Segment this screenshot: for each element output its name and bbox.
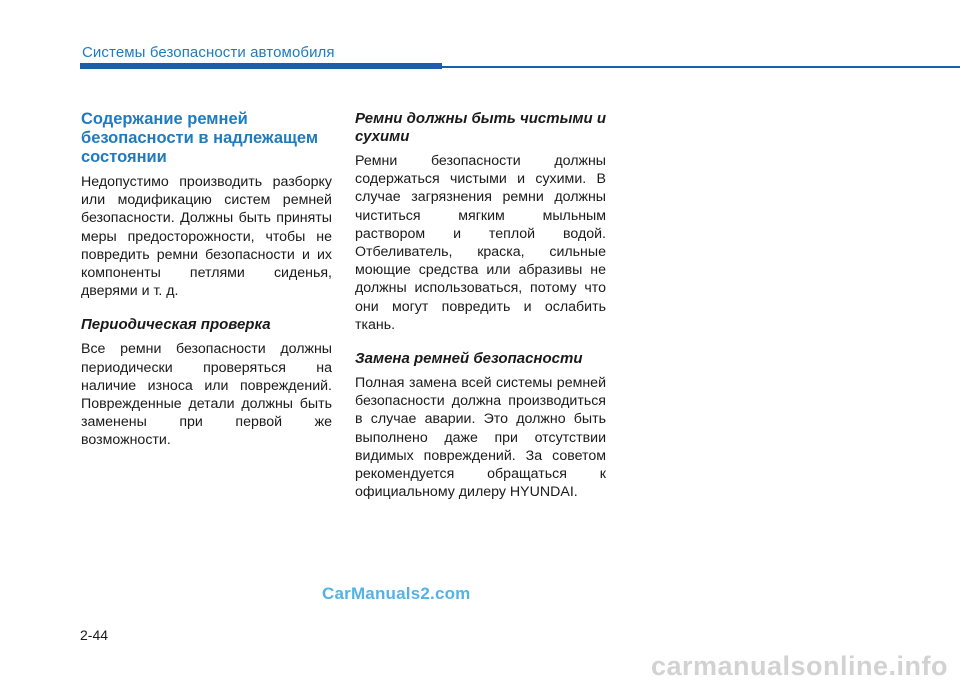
replacement-heading: Замена ремней безопасности xyxy=(355,350,583,368)
periodic-check-heading: Периодическая проверка xyxy=(81,316,271,334)
clean-dry-paragraph: Ремни безопасности должны содержаться чистыми и сухими. В случае загрязнения ремни должны чиститься мягким мыльным раствором и теплой водой. Отбеливатель, краска, сильные моющие средства или абразивы не должны использоваться, потому что они могут повредить и ослабить ткань. xyxy=(355,153,606,333)
running-header: Системы безопасности автомобиля xyxy=(82,44,335,61)
clean-dry-heading: Ремни должны быть чистыми и сухими xyxy=(355,110,606,145)
header-rule-thin xyxy=(442,66,960,68)
page-number: 2-44 xyxy=(80,627,109,643)
left-column xyxy=(81,110,332,466)
periodic-check-paragraph: Все ремни безопасности должны периодически проверяться на наличие износа или повреждений. Поврежденные детали должны быть заменены при первой же возможности. xyxy=(81,341,332,449)
watermark-carmanuals2: CarManuals2.com xyxy=(322,584,471,603)
replacement-paragraph: Полная замена всей системы ремней безопасности должна производиться в случае аварии. Это должно быть выполнено даже при отсутствии видимых повреждений. За советом рекомендуется обращаться к официальному дилеру HYUNDAI. xyxy=(355,375,606,501)
watermark-carmanualsonline: carmanualsonline.info xyxy=(650,651,948,681)
right-column xyxy=(355,110,606,517)
section-heading: Содержание ремней безопасности в надлежащем состоянии xyxy=(81,110,319,166)
intro-paragraph: Недопустимо производить разборку или модификацию систем ремней безопасности. Должны быть приняты меры предосторожности, чтобы не повредить ремни безопасности и их компоненты петлями сиденья, дверями и т. д. xyxy=(81,174,332,300)
header-rule-thick xyxy=(80,63,442,69)
